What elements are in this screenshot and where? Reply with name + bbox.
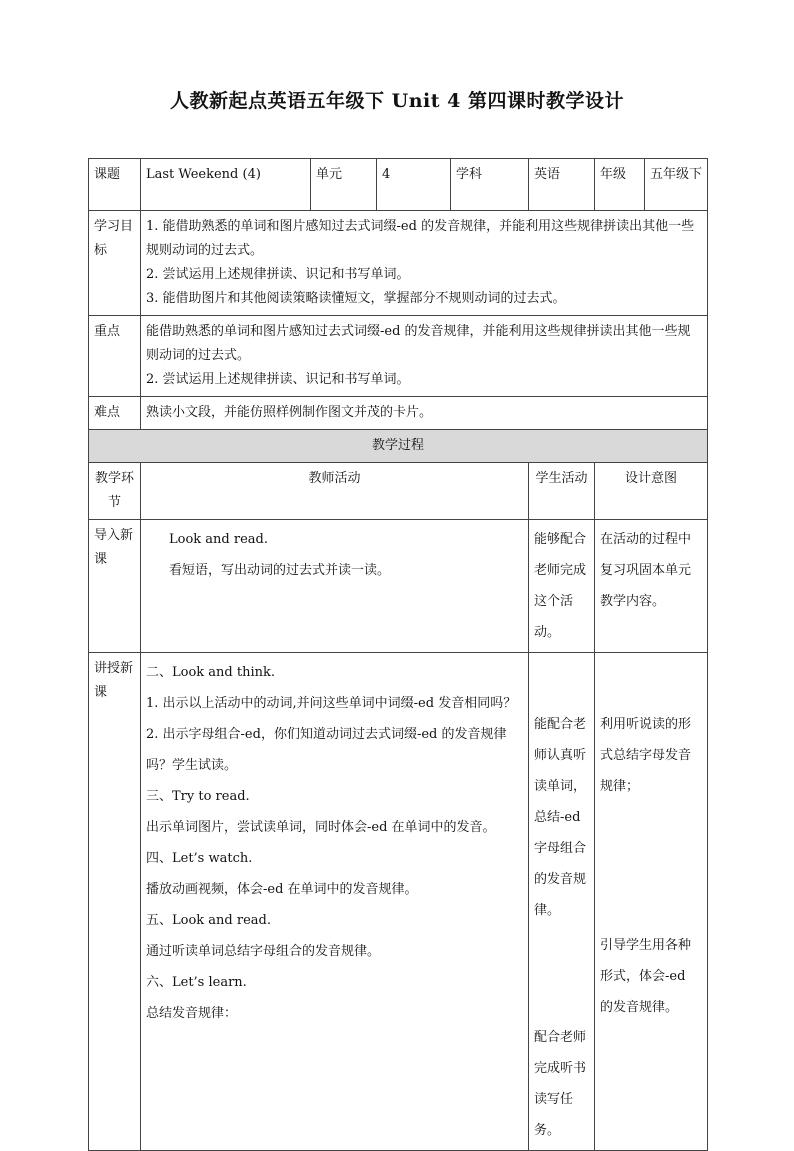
- document-title: 人教新起点英语五年级下 Unit 4 第四课时教学设计: [170, 90, 624, 112]
- topic-value: Last Weekend (4): [141, 159, 311, 211]
- purpose-text: 引导学生用各种形式，体会-ed 的发音规律。: [600, 938, 692, 1015]
- subject-label: 学科: [451, 159, 529, 211]
- intro-purpose: 在活动的过程中复习巩固本单元教学内容。: [595, 520, 708, 653]
- col-purpose: 设计意图: [595, 463, 708, 520]
- unit-value: 4: [377, 159, 451, 211]
- goal-item: 3. 能借助图片和其他阅读策略读懂短文，掌握部分不规则动词的过去式。: [146, 291, 566, 306]
- teacher-line: 看短语，写出动词的过去式并读一读。: [169, 563, 391, 578]
- col-stage: 教学环节: [89, 463, 141, 520]
- teacher-line: 1. 出示以上活动中的动词,并问这些单词中词缀-ed 发音相同吗？: [146, 696, 517, 711]
- new-lesson-row: [89, 653, 708, 1151]
- col-student: 学生活动: [529, 463, 595, 520]
- difficult-row: [89, 397, 708, 430]
- process-columns-row: [89, 463, 708, 520]
- goal-item: 1. 能借助熟悉的单词和图片感知过去式词缀-ed 的发音规律，并能利用这些规律拼读出其他一些规则动词的过去式。: [146, 219, 695, 258]
- process-header: 教学过程: [89, 430, 708, 463]
- intro-student: 能够配合老师完成这个活动。: [529, 520, 595, 653]
- grade-value: 五年级下: [645, 159, 708, 211]
- student-text: 配合老师完成听书读写任务。: [534, 1030, 587, 1138]
- new-student: [529, 653, 595, 1151]
- teacher-line: 二、Look and think.: [146, 665, 276, 680]
- new-stage: 讲授新课: [89, 653, 141, 1151]
- col-teacher: 教师活动: [141, 463, 529, 520]
- key-item: 能借助熟悉的单词和图片感知过去式词缀-ed 的发音规律，并能利用这些规律拼读出其他一些规则动词的过去式。: [146, 324, 691, 363]
- goals-label: 学习目标: [89, 211, 141, 316]
- teacher-line: Look and read.: [169, 532, 268, 547]
- unit-label: 单元: [311, 159, 377, 211]
- info-row: [89, 159, 708, 211]
- teacher-line: 出示单词图片，尝试读单词，同时体会-ed 在单词中的发音。: [146, 820, 496, 835]
- difficult-label: 难点: [89, 397, 141, 430]
- teacher-line: 总结发音规律：: [146, 1006, 238, 1021]
- process-header-row: [89, 430, 708, 463]
- teacher-line: 五、Look and read.: [146, 913, 271, 928]
- goals-row: [89, 211, 708, 316]
- intro-teacher: [141, 520, 529, 653]
- new-teacher: [141, 653, 529, 1151]
- topic-label: 课题: [89, 159, 141, 211]
- teacher-line: 2. 出示字母组合-ed，你们知道动词过去式词缀-ed 的发音规律吗？学生试读。: [146, 727, 507, 773]
- intro-stage: 导入新课: [89, 520, 141, 653]
- subject-value: 英语: [529, 159, 595, 211]
- teacher-line: 三、Try to read.: [146, 789, 250, 804]
- key-item: 2. 尝试运用上述规律拼读、识记和书写单词。: [146, 372, 410, 387]
- teacher-line: 通过听读单词总结字母组合的发音规律。: [146, 944, 381, 959]
- teacher-line: 播放动画视频，体会-ed 在单词中的发音规律。: [146, 882, 418, 897]
- key-content: [141, 316, 708, 397]
- difficult-content: 熟读小文段，并能仿照样例制作图文并茂的卡片。: [141, 397, 708, 430]
- lesson-plan-table: [88, 158, 708, 1151]
- intro-row: [89, 520, 708, 653]
- purpose-text: 利用听说读的形式总结字母发音规律；: [600, 717, 692, 794]
- student-text: 能配合老师认真听读单词，总结-ed 字母组合的发音规律。: [534, 717, 587, 918]
- key-label: 重点: [89, 316, 141, 397]
- goal-item: 2. 尝试运用上述规律拼读、识记和书写单词。: [146, 267, 410, 282]
- key-row: [89, 316, 708, 397]
- new-purpose: [595, 653, 708, 1151]
- teacher-line: 四、Let’s watch.: [146, 851, 253, 866]
- goals-content: [141, 211, 708, 316]
- teacher-line: 六、Let’s learn.: [146, 975, 247, 990]
- grade-label: 年级: [595, 159, 645, 211]
